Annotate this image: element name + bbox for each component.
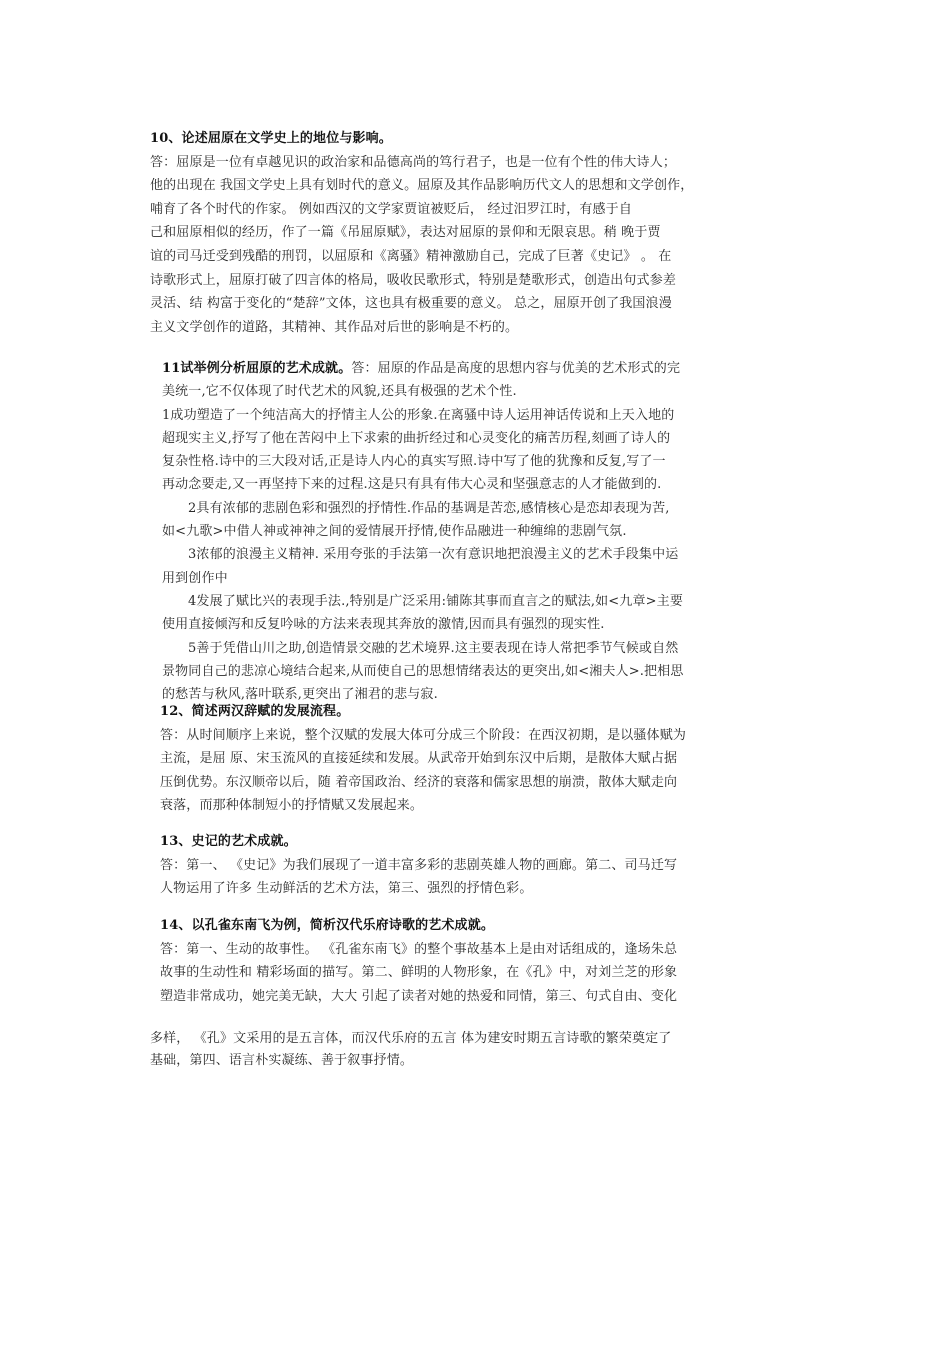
answer-line: 美统一,它不仅体现了时代艺术的风貌,还具有极强的艺术个性. bbox=[162, 384, 517, 400]
answer-line: 压倒优势。东汉顺帝以后，随 着帝国政治、经济的衰落和儒家思想的崩溃，散体大赋走向 bbox=[160, 774, 678, 790]
point-4-line: 使用直接倾泻和反复吟咏的方法来表现其奔放的激情,因而具有强烈的现实性. bbox=[162, 617, 605, 633]
answer-line: 灵活、结 构富于变化的“楚辞”文体，这也具有极重要的意义。 总之，屈原开创了我国浪漫 bbox=[150, 296, 672, 312]
answer-line: 塑造非常成功，她完美无缺，大大 引起了读者对她的热爱和同情，第三、句式自由、变化 bbox=[160, 988, 678, 1004]
point-2-line: 如<九歌>中借人神或神神之间的爱情展开抒情,使作品融进一种缠绵的悲剧气氛. bbox=[162, 524, 627, 540]
question-11 bbox=[162, 357, 752, 706]
point-4-line: 4发展了赋比兴的表现手法.,特别是广泛采用:铺陈其事而直言之的赋法,如<九章>主要 bbox=[188, 593, 683, 609]
answer-text: 答：屈原的作品是高度的思想内容与优美的艺术形式的完 bbox=[351, 361, 681, 376]
question-14-title: 14、以孔雀东南飞为例，简析汉代乐府诗歌的艺术成就。 bbox=[160, 918, 494, 933]
answer-line: 答：从时间顺序上来说，整个汉赋的发展大体可分成三个阶段：在西汉初期，是以骚体赋为 bbox=[160, 727, 687, 743]
question-10-title: 10、论述屈原在文学史上的地位与影响。 bbox=[150, 131, 392, 146]
answer-line: 主义文学创作的道路，其精神、其作品对后世的影响是不朽的。 bbox=[150, 319, 519, 335]
answer-line: 再动念要走,又一再坚持下来的过程.这是只有具有伟大心灵和坚强意志的人才能做到的. bbox=[162, 477, 662, 493]
question-13 bbox=[160, 830, 750, 901]
answer-line: 基础，第四、语言朴实凝练、善于叙事抒情。 bbox=[150, 1053, 414, 1068]
answer-line: 多样， 《孔》文采用的是五言体，而汉代乐府的五言 体为建安时期五言诗歌的繁荣奠定了 bbox=[150, 1031, 672, 1046]
answer-line: 己和屈原相似的经历，作了一篇《吊屈原赋》，表达对屈原的景仰和无限哀思。稍 晚于贾 bbox=[150, 225, 661, 241]
answer-line: 超现实主义,抒写了他在苦闷中上下求索的曲折经过和心灵变化的痛苦历程,刻画了诗人的 bbox=[162, 430, 671, 446]
point-3-line: 3浓郁的浪漫主义精神. 采用夸张的手法第一次有意识地把浪漫主义的艺术手段集中运 bbox=[188, 547, 679, 563]
answer-line: 人物运用了许多 生动鲜活的艺术方法，第三、强烈的抒情色彩。 bbox=[160, 881, 533, 897]
question-10 bbox=[150, 127, 740, 339]
point-3-line: 用到创作中 bbox=[162, 570, 228, 586]
point-5-line: 5善于凭借山川之助,创造情景交融的艺术境界.这主要表现在诗人常把季节气候或自然 bbox=[188, 640, 679, 656]
answer-line: 他的出现在 我国文学史上具有划时代的意义。屈原及其作品影响历代文人的思想和文学创作， bbox=[150, 178, 694, 194]
question-13-title: 13、史记的艺术成就。 bbox=[160, 834, 297, 849]
answer-line: 故事的生动性和 精彩场面的描写。第二、鲜明的人物形象，在《孔》中，对刘兰芝的形象 bbox=[160, 965, 678, 981]
answer-line: 答：屈原是一位有卓越见识的政治家和品德高尚的笃行君子，也是一位有个性的伟大诗人； bbox=[150, 154, 677, 170]
point-5-line: 的愁苦与秋风,落叶联系,更突出了湘君的悲与寂. bbox=[162, 687, 438, 703]
question-12-title: 12、简述两汉辞赋的发展流程。 bbox=[160, 704, 350, 719]
answer-line: 谊的司马迁受到残酷的刑罚，以屈原和《离骚》精神激励自己，完成了巨著《史记》 。 在 bbox=[150, 248, 672, 264]
answer-line: 主流，是屈 原、宋玉流风的直接延续和发展。从武帝开始到东汉中后期，是散体大赋占据 bbox=[160, 751, 678, 767]
answer-line: 诗歌形式上，屈原打破了四言体的格局，吸收民歌形式，特别是楚歌形式，创造出句式参差 bbox=[150, 272, 677, 288]
question-12 bbox=[160, 700, 750, 818]
question-11-first-line bbox=[162, 357, 752, 380]
answer-line: 复杂性格.诗中的三大段对话,正是诗人内心的真实写照.诗中写了他的犹豫和反复,写了一 bbox=[162, 454, 666, 470]
question-11-title: 11试举例分析屈原的艺术成就。 bbox=[162, 361, 352, 376]
answer-line: 答：第一、 《史记》为我们展现了一道丰富多彩的悲剧英雄人物的画廊。第二、司马迁写 bbox=[160, 857, 678, 873]
point-5-line: 景物同自己的悲凉心境结合起来,从而使自己的思想情绪表达的更突出,如<湘夫人>.把相思 bbox=[162, 663, 684, 679]
answer-line: 衰落，而那种体制短小的抒情赋又发展起来。 bbox=[160, 798, 424, 814]
answer-line: 哺育了各个时代的作家。 例如西汉的文学家贾谊被贬后， 经过汨罗江时，有感于自 bbox=[150, 201, 632, 217]
point-2-line: 2具有浓郁的悲剧色彩和强烈的抒情性.作品的基调是苦恋,感情核心是恋却表现为苦, bbox=[188, 500, 670, 516]
question-14 bbox=[160, 914, 750, 1008]
question-14-continued bbox=[150, 1028, 740, 1072]
answer-line: 1成功塑造了一个纯洁高大的抒情主人公的形象.在离骚中诗人运用神话传说和上天入地的 bbox=[162, 407, 675, 423]
answer-line: 答：第一、生动的故事性。 《孔雀东南飞》的整个事故基本上是由对话组成的，逢场朱总 bbox=[160, 941, 678, 957]
